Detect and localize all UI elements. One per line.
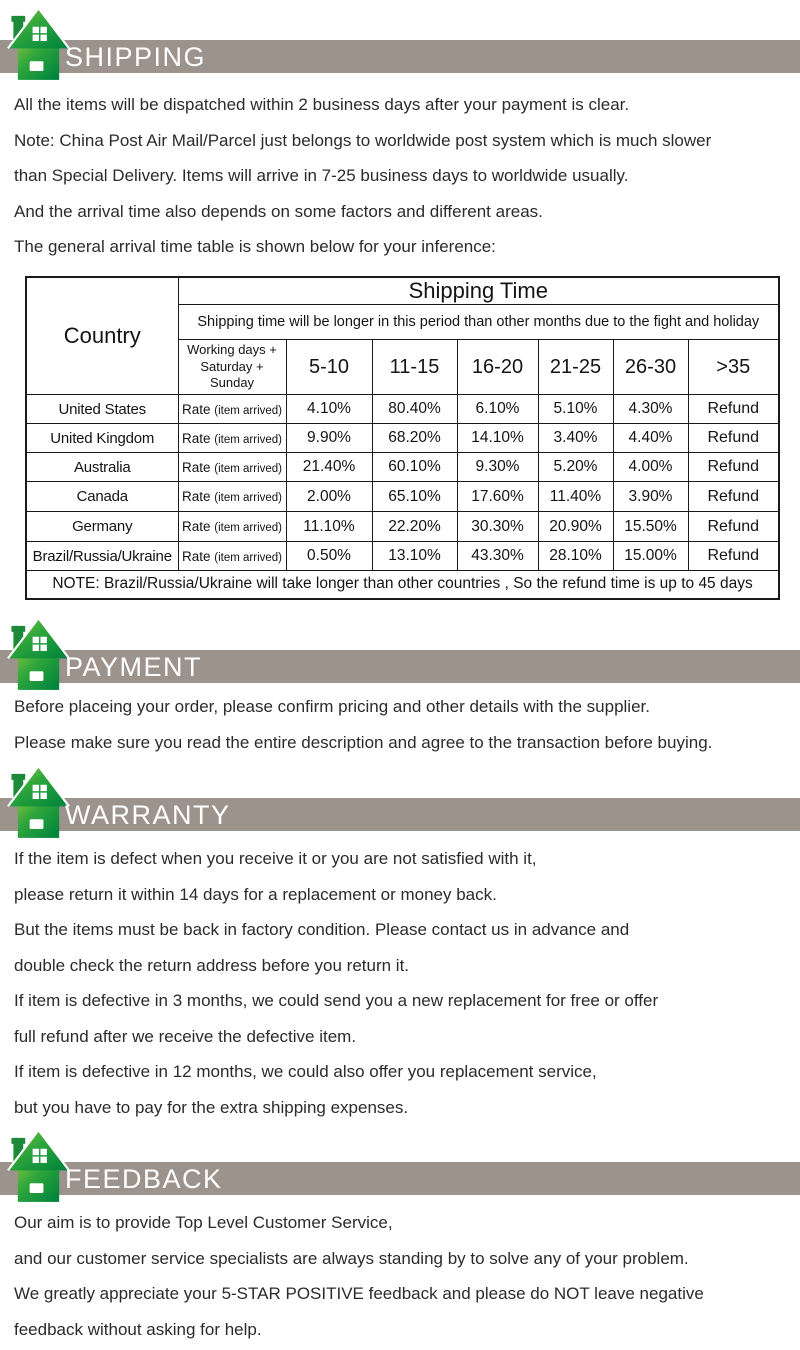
feedback-section-title: FEEDBACK [65, 1164, 223, 1194]
house-icon [7, 5, 70, 80]
refund-cell: Refund [688, 395, 779, 424]
paragraph: full refund after we receive the defective item. [14, 1026, 357, 1046]
rate-value: 5.10% [538, 395, 613, 424]
rate-sublabel: (item arrived) [214, 492, 283, 504]
range-header: 21-25 [538, 340, 613, 395]
table-header-shipping-time: Shipping Time [178, 277, 779, 305]
rate-value: 14.10% [457, 424, 538, 453]
table-period-note: Shipping time will be longer in this period than other months due to the fight and holiday [178, 305, 779, 340]
working-days-line: Working days + [187, 341, 277, 357]
rate-value: 17.60% [457, 482, 538, 512]
payment-section-title: PAYMENT [65, 652, 203, 682]
rate-label: Rate [181, 459, 211, 475]
range-header: 5-10 [286, 340, 372, 395]
rate-value: 2.00% [286, 482, 372, 512]
table-row [26, 424, 779, 453]
feedback-paragraphs [14, 1205, 794, 1347]
working-days-line: Saturday + [200, 358, 264, 374]
rate-value: 5.20% [538, 453, 613, 482]
table-row [26, 453, 779, 482]
refund-cell: Refund [688, 453, 779, 482]
rate-sublabel: (item arrived) [214, 462, 283, 475]
range-header: 26-30 [613, 340, 688, 395]
rate-value: 4.30% [613, 395, 688, 424]
country-cell: Australia [26, 453, 178, 482]
table-row [26, 542, 779, 571]
paragraph: please return it within 14 days for a replacement or money back. [14, 884, 497, 904]
rate-value: 20.90% [538, 512, 613, 542]
table-row [26, 512, 779, 542]
payment-section-header [0, 650, 800, 683]
country-cell: Brazil/Russia/Ukraine [26, 542, 178, 571]
paragraph: feedback without asking for help. [14, 1319, 262, 1339]
table-row [26, 482, 779, 512]
rate-value: 11.40% [538, 482, 613, 512]
shipping-section-header [0, 40, 800, 73]
rate-value: 4.10% [286, 395, 372, 424]
warranty-section-title: WARRANTY [65, 800, 231, 830]
rate-value: 9.30% [457, 453, 538, 482]
country-cell: United Kingdom [26, 424, 178, 453]
rate-value: 15.00% [613, 542, 688, 571]
shipping-section-title: SHIPPING [65, 42, 207, 72]
table-header-country: Country [26, 277, 178, 395]
shipping-time-table [25, 276, 780, 600]
rate-value: 21.40% [286, 453, 372, 482]
rate-value: 22.20% [372, 512, 457, 542]
feedback-section-header [0, 1162, 800, 1195]
paragraph: But the items must be back in factory condition. Please contact us in advance and [14, 920, 630, 939]
range-header: 11-15 [372, 340, 457, 395]
refund-cell: Refund [688, 542, 779, 571]
paragraph: double check the return address before you return it. [14, 955, 410, 975]
rate-label: Rate [181, 430, 211, 446]
rate-sublabel: (item arrived) [214, 433, 283, 446]
paragraph: Before placeing your order, please confirm pricing and other details with the supplier. [14, 697, 650, 716]
refund-cell: Refund [688, 424, 779, 453]
rate-label: Rate [181, 548, 211, 564]
rate-value: 68.20% [372, 424, 457, 453]
rate-value: 0.50% [286, 542, 372, 571]
rate-label-cell [178, 453, 286, 482]
rate-value: 4.00% [613, 453, 688, 482]
paragraph: We greatly appreciate your 5-STAR POSITIVE feedback and please do NOT leave negative [14, 1284, 704, 1303]
rate-value: 3.40% [538, 424, 613, 453]
rate-value: 4.40% [613, 424, 688, 453]
rate-value: 30.30% [457, 512, 538, 542]
rate-label-cell [178, 482, 286, 512]
country-cell: Canada [26, 482, 178, 512]
paragraph: and our customer service specialists are always standing by to solve any of your problem. [14, 1248, 689, 1268]
rate-label-cell [178, 512, 286, 542]
refund-cell: Refund [688, 512, 779, 542]
warranty-paragraphs [14, 841, 794, 1125]
paragraph: Note: China Post Air Mail/Parcel just belongs to worldwide post system which is much slower [14, 130, 712, 150]
warranty-section-header [0, 798, 800, 831]
payment-paragraphs [14, 689, 794, 760]
range-header: >35 [688, 340, 779, 395]
paragraph: Please make sure you read the entire description and agree to the transaction before buying. [14, 732, 713, 752]
paragraph: If item is defective in 3 months, we could send you a new replacement for free or offer [14, 991, 659, 1010]
working-days-line: Sunday [209, 375, 255, 391]
country-cell: United States [26, 395, 178, 424]
rate-label-cell [178, 395, 286, 424]
rate-label-cell [178, 542, 286, 571]
paragraph: And the arrival time also depends on some factors and different areas. [14, 201, 543, 221]
rate-value: 60.10% [372, 453, 457, 482]
shipping-paragraphs [14, 87, 794, 265]
rate-value: 65.10% [372, 482, 457, 512]
rate-label-cell [178, 424, 286, 453]
rate-sublabel: (item arrived) [214, 551, 283, 564]
rate-sublabel: (item arrived) [214, 522, 283, 534]
paragraph: If the item is defect when you receive it or you are not satisfied with it, [14, 849, 537, 868]
house-icon [7, 615, 70, 690]
range-header: 16-20 [457, 340, 538, 395]
paragraph: If item is defective in 12 months, we could also offer you replacement service, [14, 1062, 597, 1081]
rate-label: Rate [181, 489, 211, 504]
rate-value: 80.40% [372, 395, 457, 424]
rate-value: 6.10% [457, 395, 538, 424]
paragraph: than Special Delivery. Items will arrive in 7-25 business days to worldwide usually. [14, 166, 629, 185]
paragraph: All the items will be dispatched within 2 business days after your payment is clear. [14, 95, 630, 114]
rate-value: 28.10% [538, 542, 613, 571]
rate-label: Rate [181, 401, 211, 417]
table-footer-note: NOTE: Brazil/Russia/Ukraine will take longer than other countries , So the refund time is up to 45 days [26, 571, 779, 599]
rate-label: Rate [181, 519, 211, 534]
rate-value: 11.10% [286, 512, 372, 542]
rate-value: 43.30% [457, 542, 538, 571]
rate-value: 13.10% [372, 542, 457, 571]
table-header-working-days [178, 340, 286, 395]
paragraph: The general arrival time table is shown below for your inference: [14, 237, 496, 256]
house-icon [7, 763, 70, 838]
table-row [26, 395, 779, 424]
rate-sublabel: (item arrived) [214, 404, 283, 417]
country-cell: Germany [26, 512, 178, 542]
paragraph: Our aim is to provide Top Level Customer Service, [14, 1213, 393, 1232]
house-icon [7, 1127, 70, 1202]
rate-value: 9.90% [286, 424, 372, 453]
rate-value: 15.50% [613, 512, 688, 542]
refund-cell: Refund [688, 482, 779, 512]
paragraph: but you have to pay for the extra shipping expenses. [14, 1097, 409, 1117]
rate-value: 3.90% [613, 482, 688, 512]
